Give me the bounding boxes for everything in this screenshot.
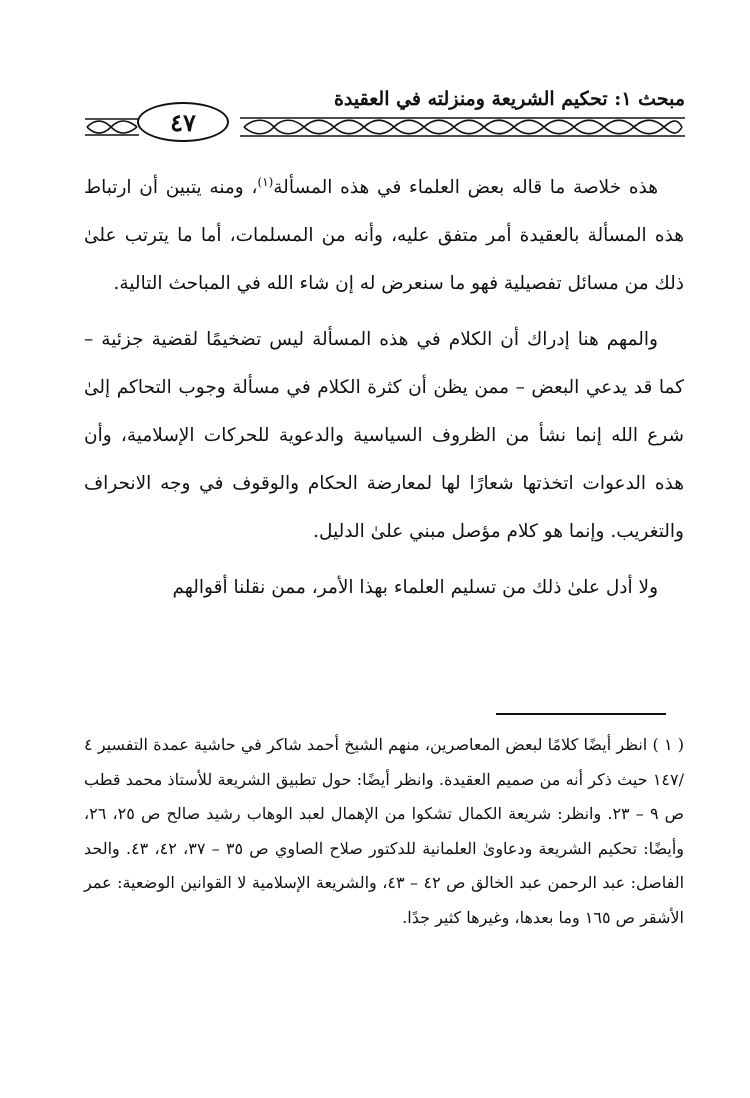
running-title: مبحث ١: تحكيم الشريعة ومنزلته في العقيدة — [333, 88, 685, 110]
paragraph-1 — [84, 164, 684, 308]
paragraph-2: والمهم هنا إدراك أن الكلام في هذه المسألة ليس تضخيمًا لقضية جزئية – كما قد يدعي البعض – ممن يظن أن كثرة الكلام في مسألة وجوب التحاكم إلىٰ شرع الله إنما نشأ من الظروف السياسية والدعوية للحركات الإسلامية، وأن هذه الدعوات اتخذتها شعارًا لها لمعارضة الحكام والوقوف في وجه الانحراف والتغريب. وإنما هو كلام مؤصل مبني علىٰ الدليل. — [84, 329, 684, 542]
paragraph-3: ولا أدل علىٰ ذلك من تسليم العلماء بهذا الأمر، ممن نقلنا أقوالهم — [172, 577, 658, 598]
page-header — [85, 82, 685, 140]
header-ornament-left — [85, 118, 139, 136]
paragraph-1-rest: ، ومنه يتبين أن ارتباط هذه المسألة بالعقيدة أمر متفق عليه، وأنه من المسلمات، أما ما يترتب علىٰ ذلك من مسائل تفصيلية فهو ما سنعرض له إن شاء الله في المباحث التالية. — [84, 177, 684, 294]
footnote-1: ( ١ ) انظر أيضًا كلامًا لبعض المعاصرين، منهم الشيخ أحمد شاكر في حاشية عمدة التفسير ٤ /١٤٧ حيث ذكر أنه من صميم العقيدة. وانظر أيضًا: حول تطبيق الشريعة للأستاذ محمد قطب ص ٩ – ٢٣. وانظر: شريعة الكمال تشكوا من الإهمال لعبد الوهاب رشيد صالح ص ٢٥، ٢٦، وأيضًا: تحكيم الشريعة ودعاوىٰ العلمانية للدكتور صلاح الصاوي ص ٣٥ – ٣٧، ٤٢، ٤٣. والحد الفاصل: عبد الرحمن عبد الخالق ص ٤٢ – ٤٣، والشريعة الإسلامية لا القوانين الوضعية: عمر الأشقر ص ١٦٥ وما بعدها، وغيرها كثير جدًا. — [84, 735, 685, 927]
footnotes — [84, 728, 684, 935]
header-ornament-right — [240, 116, 685, 138]
footnote-reference: (١) — [257, 174, 274, 189]
page-number: ٤٧ — [137, 102, 229, 142]
paragraph-1-start: هذه خلاصة ما قاله بعض العلماء في هذه المسألة — [273, 177, 659, 198]
main-text — [84, 164, 684, 612]
footnote-separator — [496, 713, 666, 715]
